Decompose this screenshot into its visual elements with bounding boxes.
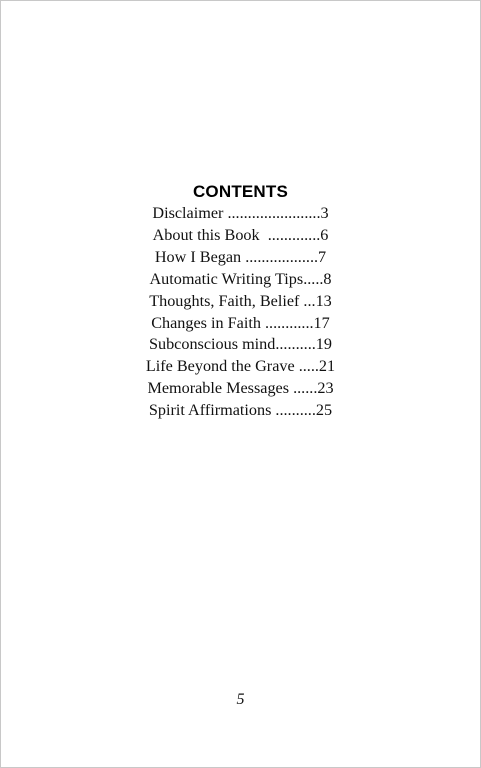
toc-list (1, 203, 480, 422)
table-of-contents (1, 181, 480, 422)
toc-entry-about-this-book: About this Book .............6 (152, 225, 329, 244)
toc-entry-changes-in-faith: Changes in Faith ............17 (151, 313, 330, 332)
toc-entry-spirit-affirmations: Spirit Affirmations ..........25 (148, 401, 333, 420)
page-number: 5 (236, 691, 245, 708)
toc-entry-how-i-began: How I Began ..................7 (154, 247, 327, 266)
toc-entry-subconscious-mind: Subconscious mind..........19 (148, 335, 332, 354)
toc-entry-memorable-messages: Memorable Messages ......23 (147, 379, 334, 398)
contents-heading: CONTENTS (192, 182, 289, 201)
toc-entry-life-beyond-the-grave: Life Beyond the Grave .....21 (145, 357, 336, 376)
toc-entry-automatic-writing-tips: Automatic Writing Tips.....8 (149, 269, 332, 288)
toc-entry-thoughts-faith-belief: Thoughts, Faith, Belief ...13 (149, 291, 332, 310)
toc-entry-disclaimer: Disclaimer .......................3 (152, 204, 329, 222)
